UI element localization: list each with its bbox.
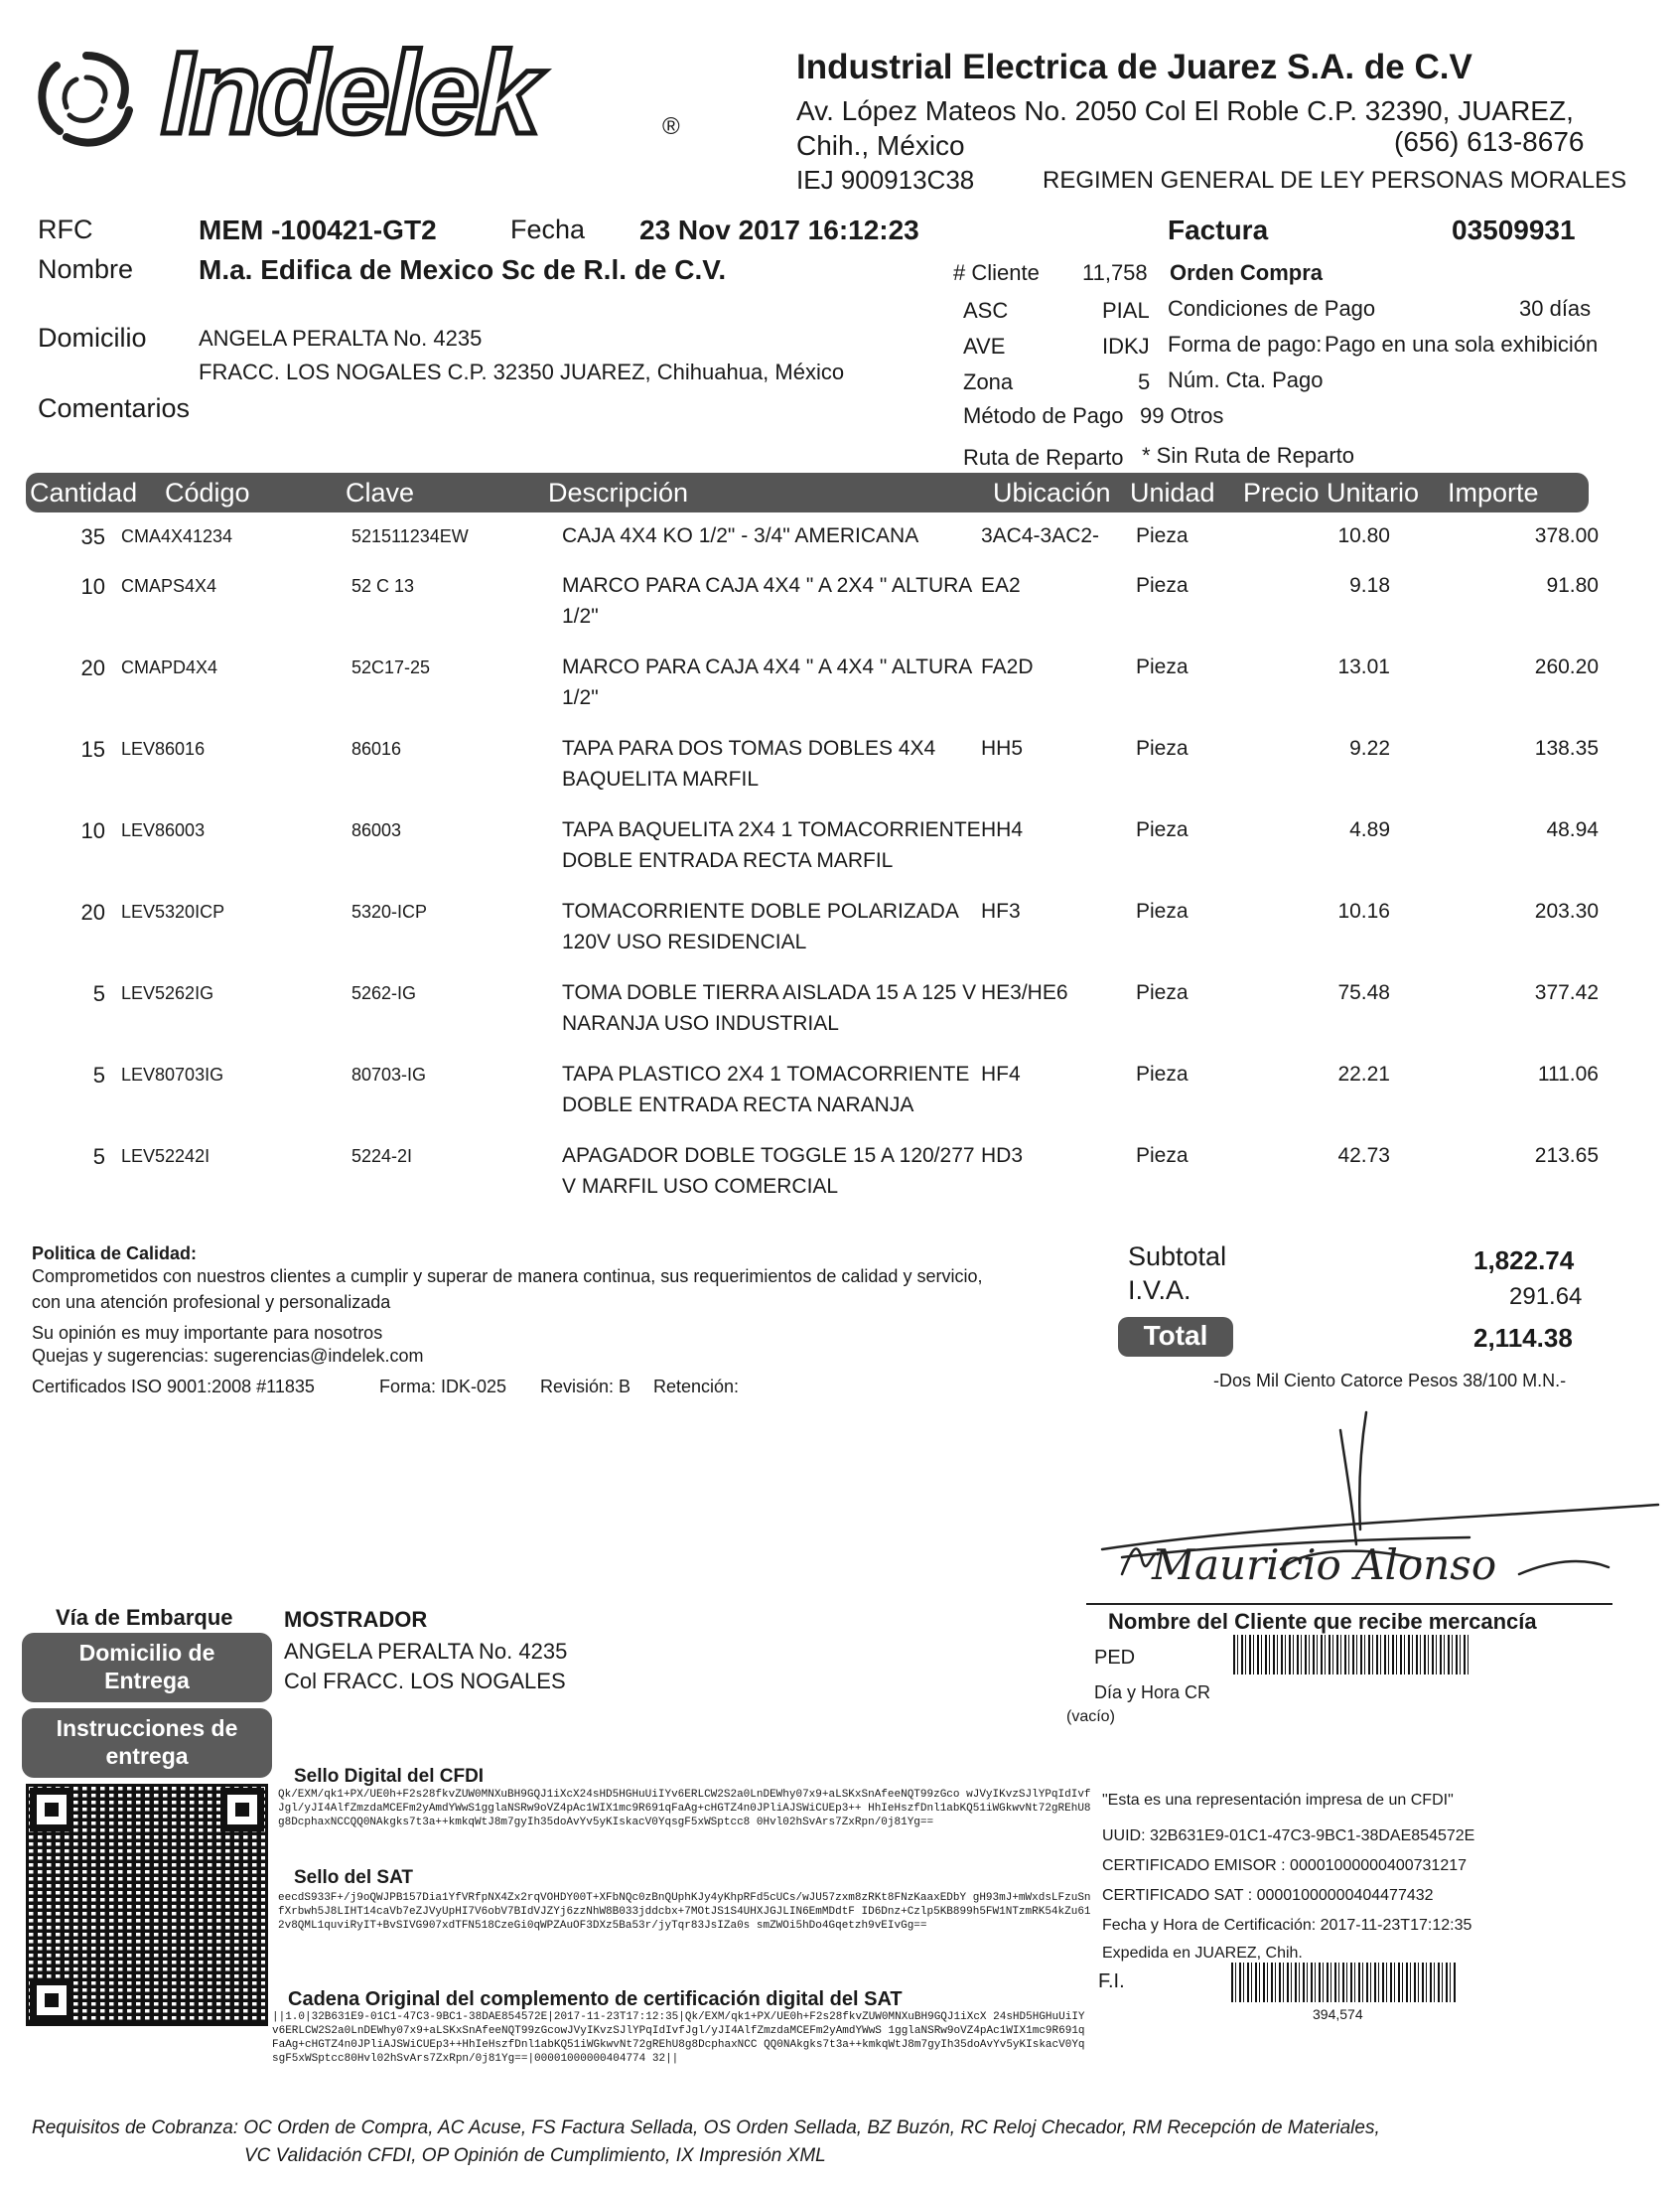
cell-desc2: 1/2" <box>562 686 599 709</box>
cell-desc1: MARCO PARA CAJA 4X4 " A 2X4 " ALTURA <box>562 574 973 597</box>
company-address-2: Chih., México <box>796 130 965 161</box>
cell-amount: 48.94 <box>1546 818 1599 841</box>
subtotal-label: Subtotal <box>1128 1241 1227 1271</box>
cell-price: 10.16 <box>1337 900 1390 923</box>
cell-desc1: TAPA PLASTICO 2X4 1 TOMACORRIENTE <box>562 1063 970 1086</box>
company-logo <box>22 22 697 181</box>
cell-desc2: NARANJA USO INDUSTRIAL <box>562 1012 839 1035</box>
cell-clave: 80703-IG <box>351 1065 427 1085</box>
fi-number: 394,574 <box>1313 2006 1363 2022</box>
footer-line-1: Requisitos de Cobranza: OC Orden de Compra, AC Acuse, FS Factura Sellada, OS Orden Sellada, BZ Buzón, RC Reloj Checador, RM Recepción de Materiales, <box>32 2117 1380 2138</box>
cta-pago-label: Núm. Cta. Pago <box>1168 367 1324 392</box>
cell-price: 9.22 <box>1349 737 1390 760</box>
cell-clave: 52 C 13 <box>351 576 415 596</box>
cell-amount: 138.35 <box>1534 737 1599 760</box>
col-precio-unitario: Precio Unitario <box>1243 478 1420 508</box>
signature-line <box>1086 1603 1612 1605</box>
qr-finder-tr <box>220 1788 264 1831</box>
cell-code: LEV52242I <box>121 1146 210 1166</box>
company-phone: (656) 613-8676 <box>1394 126 1585 157</box>
cell-desc2: 120V USO RESIDENCIAL <box>562 931 807 953</box>
col-clave: Clave <box>346 478 415 508</box>
cell-price: 22.21 <box>1337 1063 1390 1086</box>
domicilio-line-2: FRACC. LOS NOGALES C.P. 32350 JUAREZ, Chihuahua, México <box>199 360 845 384</box>
rfc-value: MEM -100421-GT2 <box>199 215 437 245</box>
ped-barcode <box>1233 1635 1470 1675</box>
retencion: Retención: <box>653 1377 740 1396</box>
cell-ubic: EA2 <box>981 574 1021 597</box>
iva-label: I.V.A. <box>1128 1275 1191 1305</box>
cell-desc2: DOBLE ENTRADA RECTA NARANJA <box>562 1093 914 1116</box>
signature-name: Mauricio Alonso <box>1152 1540 1497 1589</box>
cell-amount: 377.42 <box>1534 981 1599 1004</box>
asc-label: ASC <box>963 298 1009 323</box>
ave-label: AVE <box>963 334 1006 359</box>
cell-amount: 91.80 <box>1546 574 1599 597</box>
cell-unit: Pieza <box>1136 656 1189 678</box>
cell-qty: 20 <box>80 900 105 925</box>
factura-number: 03509931 <box>1452 215 1576 245</box>
qr-finder-tl <box>30 1788 73 1831</box>
company-address-1: Av. López Mateos No. 2050 Col El Roble C.P. 32390, JUAREZ, <box>796 95 1574 126</box>
cell-price: 13.01 <box>1337 656 1390 678</box>
cell-unit: Pieza <box>1136 1063 1189 1086</box>
orden-compra-label: Orden Compra <box>1170 260 1324 285</box>
cell-unit: Pieza <box>1136 818 1189 841</box>
factura-label: Factura <box>1168 215 1269 245</box>
qr-finder-bl <box>30 1978 73 2022</box>
col-cantidad: Cantidad <box>30 478 138 508</box>
cell-desc1: TOMA DOBLE TIERRA AISLADA 15 A 125 V <box>562 981 977 1004</box>
col-unidad: Unidad <box>1130 478 1215 508</box>
cell-code: LEV5320ICP <box>121 902 225 922</box>
forma-pago-label: Forma de pago: <box>1168 332 1323 357</box>
subtotal-value: 1,822.74 <box>1473 1245 1575 1275</box>
cell-amount: 203.30 <box>1534 900 1599 923</box>
ave-value: IDKJ <box>1102 334 1150 359</box>
ruta-value: * Sin Ruta de Reparto <box>1142 443 1355 468</box>
cell-ubic: 3AC4-3AC2- <box>981 524 1100 547</box>
policy-title: Politica de Calidad: <box>32 1243 198 1263</box>
policy-line-3: Su opinión es muy importante para nosotros <box>32 1323 383 1343</box>
cell-amount: 378.00 <box>1534 524 1599 547</box>
cell-qty: 15 <box>80 737 105 762</box>
cell-unit: Pieza <box>1136 1144 1189 1167</box>
domicilio-line-1: ANGELA PERALTA No. 4235 <box>199 326 483 351</box>
metodo-pago-label: Método de Pago <box>963 403 1124 428</box>
instrucciones-entrega-button[interactable]: Instrucciones de entrega <box>22 1708 272 1778</box>
cell-ubic: FA2D <box>981 656 1034 678</box>
cliente-label: # Cliente <box>953 260 1040 285</box>
cell-ubic: HD3 <box>981 1144 1024 1167</box>
via-embarque-value: MOSTRADOR <box>284 1607 428 1632</box>
policy-line-2: con una atención profesional y personalizada <box>32 1292 391 1312</box>
metodo-pago-value: 99 Otros <box>1140 403 1224 428</box>
cell-unit: Pieza <box>1136 524 1189 547</box>
cell-code: LEV5262IG <box>121 983 214 1003</box>
iva-value: 291.64 <box>1509 1283 1583 1310</box>
fecha-label: Fecha <box>510 215 586 244</box>
shipping-address-2: Col FRACC. LOS NOGALES <box>284 1669 566 1693</box>
cell-qty: 10 <box>80 818 105 843</box>
policy-line-4: Quejas y sugerencias: sugerencias@indelek.com <box>32 1346 424 1366</box>
registered-mark: ® <box>662 113 680 140</box>
cell-clave: 86003 <box>351 820 402 840</box>
sello-sat-title: Sello del SAT <box>294 1867 414 1888</box>
fecha-certificacion: Fecha y Hora de Certificación: 2017-11-23T17:12:35 <box>1102 1917 1472 1934</box>
sello-sat-value: eecdS933F+/j9oQWJPB157Dia1YfVRfpNX4Zx2rqVOHDY00T+XFbNQc0zBnQUphKJy4yKhpRFd5cUCs/wJU57zxm8zRKt8FNzKaaxEDbY gH93mJ+mWxdsLFzuSnfXrbwh5J8LIHT14caVb7eZJVyUpHI7V6obV7BIdVJZYj6zzNhW8B033jddcbx+7MOtJS1S4UHXJGJLIN6EmMDdtF ID6Dnz+Czlp5KB899h5FW1NTzmRK54kZu612v8QML1quviRyIT+BvSIVG907xdTFN518CzeGi0qWPZAuOF3DXz5Ba53r/jyTqr83JsIZa0s smZWOi5hDo4Gqetzh9vEIvGg== <box>278 1892 1091 1932</box>
cell-amount: 260.20 <box>1534 656 1599 678</box>
cadena-title: Cadena Original del complemento de certificación digital del SAT <box>288 1988 903 2010</box>
cell-ubic: HH5 <box>981 737 1024 760</box>
condiciones-value: 30 días <box>1519 296 1592 321</box>
cell-clave: 5262-IG <box>351 983 417 1003</box>
cell-desc2: V MARFIL USO COMERCIAL <box>562 1175 839 1198</box>
cell-qty: 35 <box>80 524 105 549</box>
cell-ubic: HH4 <box>981 818 1024 841</box>
cell-code: CMAPS4X4 <box>121 576 217 596</box>
nombre-label: Nombre <box>38 254 134 284</box>
cert-sat: CERTIFICADO SAT : 00001000000404477432 <box>1102 1887 1434 1904</box>
cfdi-uuid: UUID: 32B631E9-01C1-47C3-9BC1-38DAE854572E <box>1102 1827 1475 1844</box>
ped-label: PED <box>1094 1647 1136 1669</box>
cell-code: CMA4X41234 <box>121 526 233 546</box>
total-value: 2,114.38 <box>1473 1323 1573 1353</box>
cell-clave: 86016 <box>351 739 402 759</box>
sello-cfdi-value: Qk/EXM/qk1+PX/UE0h+F2s28fkvZUW0MNXuBH9GQJ1iXcX24sHD5HGHuUiIYv6ERLCW2S2a0LnDEWhy07x9+aLSKxSnAfeeNQT99zGco wJVyIKvzSJlYPqIdIvfJgl/yJI4AlfZmzdaMCEFm2yAmdYWwS1gglaNSRw9oVZ4pAc1WIX1mc9R691qFaAg+cHGTZ4n0JPliAJSWiCUEp3++ HhIeHszfDnl1abKQ51iWGkwvNt72gREhU8g8DcphaxNCCQQ0NAkgks7t3a++kmkqWtJ8m7gyIh35doAvYv5yKIskacV0YqsgF5xWSptcc8 0Hvl02hSvArs7ZxRpn/0j81Yg== <box>278 1789 1091 1828</box>
vacio-label: (vacío) <box>1066 1708 1115 1725</box>
col-ubicacion: Ubicación <box>993 478 1111 508</box>
receiver-label: Nombre del Cliente que recibe mercancía <box>1108 1609 1537 1634</box>
col-descripcion: Descripción <box>548 478 689 508</box>
cell-unit: Pieza <box>1136 900 1189 923</box>
table-header <box>26 473 1589 512</box>
cell-ubic: HE3/HE6 <box>981 981 1068 1004</box>
comentarios-label: Comentarios <box>38 393 191 423</box>
via-embarque-label: Vía de Embarque <box>56 1605 233 1630</box>
cell-desc1: TAPA BAQUELITA 2X4 1 TOMACORRIENTE <box>562 818 981 841</box>
cell-qty: 5 <box>92 1144 105 1169</box>
col-importe: Importe <box>1448 478 1539 508</box>
cell-price: 10.80 <box>1337 524 1390 547</box>
cell-amount: 213.65 <box>1534 1144 1599 1167</box>
cell-desc1: CAJA 4X4 KO 1/2" - 3/4" AMERICANA <box>562 524 919 547</box>
cell-price: 9.18 <box>1349 574 1390 597</box>
cert-emisor: CERTIFICADO EMISOR : 00001000000400731217 <box>1102 1857 1468 1874</box>
cell-price: 42.73 <box>1337 1144 1390 1167</box>
cell-desc2: DOBLE ENTRADA RECTA MARFIL <box>562 849 894 872</box>
cell-qty: 20 <box>80 656 105 680</box>
cell-desc1: TAPA PARA DOS TOMAS DOBLES 4X4 <box>562 737 936 760</box>
domicilio-label: Domicilio <box>38 323 147 353</box>
cell-clave: 521511234EW <box>351 526 469 546</box>
cell-ubic: HF4 <box>981 1063 1021 1086</box>
company-name: Industrial Electrica de Juarez S.A. de C.V <box>796 48 1472 86</box>
cell-code: CMAPD4X4 <box>121 657 218 677</box>
cfdi-representation: "Esta es una representación impresa de un CFDI" <box>1102 1792 1454 1809</box>
cell-unit: Pieza <box>1136 574 1189 597</box>
cell-desc2: BAQUELITA MARFIL <box>562 768 759 791</box>
swirl-logo-icon <box>22 36 151 165</box>
cell-clave: 5224-2I <box>351 1146 413 1166</box>
rfc-label: RFC <box>38 215 93 244</box>
zona-label: Zona <box>963 369 1014 394</box>
shipping-address-1: ANGELA PERALTA No. 4235 <box>284 1639 568 1664</box>
nombre-value: M.a. Edifica de Mexico Sc de R.l. de C.V. <box>199 254 727 285</box>
fecha-value: 23 Nov 2017 16:12:23 <box>639 215 919 245</box>
cell-clave: 52C17-25 <box>351 657 431 677</box>
amount-in-words: -Dos Mil Ciento Catorce Pesos 38/100 M.N.- <box>1213 1371 1567 1390</box>
cell-price: 4.89 <box>1349 818 1390 841</box>
cell-code: LEV86016 <box>121 739 206 759</box>
cell-amount: 111.06 <box>1537 1063 1599 1086</box>
ruta-label: Ruta de Reparto <box>963 445 1124 470</box>
forma-pago-value: Pago en una sola exhibición <box>1325 332 1599 357</box>
cell-qty: 5 <box>92 1063 105 1088</box>
expedida-en: Expedida en JUAREZ, Chih. <box>1102 1945 1303 1962</box>
condiciones-label: Condiciones de Pago <box>1168 296 1376 321</box>
asc-value: PIAL <box>1102 298 1150 323</box>
iso-certificate: Certificados ISO 9001:2008 #11835 <box>32 1377 315 1396</box>
total-label: Total <box>1118 1317 1233 1357</box>
cell-qty: 5 <box>92 981 105 1006</box>
cell-code: LEV86003 <box>121 820 206 840</box>
policy-line-1: Comprometidos con nuestros clientes a cumplir y superar de manera continua, sus requerimientos de calidad y servicio, <box>32 1266 983 1286</box>
cell-unit: Pieza <box>1136 737 1189 760</box>
company-regime: REGIMEN GENERAL DE LEY PERSONAS MORALES <box>1043 167 1627 194</box>
cell-price: 75.48 <box>1337 981 1390 1004</box>
customer-signature <box>1092 1410 1668 1599</box>
cell-desc1: MARCO PARA CAJA 4X4 " A 4X4 " ALTURA <box>562 656 973 678</box>
col-codigo: Código <box>165 478 250 508</box>
company-rfc: IEJ 900913C38 <box>796 165 975 195</box>
cell-code: LEV80703IG <box>121 1065 224 1085</box>
cell-desc1: TOMACORRIENTE DOBLE POLARIZADA <box>562 900 959 923</box>
domicilio-entrega-button[interactable]: Domicilio de Entrega <box>22 1633 272 1702</box>
form-code: Forma: IDK-025 <box>379 1377 507 1396</box>
cell-clave: 5320-ICP <box>351 902 428 922</box>
logo-wordmark: Indelek <box>161 28 537 159</box>
footer-line-2: VC Validación CFDI, OP Opinión de Cumplimiento, IX Impresión XML <box>244 2145 826 2166</box>
cell-desc2: 1/2" <box>562 605 599 628</box>
revision: Revisión: B <box>540 1377 631 1396</box>
cell-ubic: HF3 <box>981 900 1021 923</box>
zona-value: 5 <box>1138 369 1151 394</box>
cadena-value: ||1.0|32B631E9-01C1-47C3-9BC1-38DAE854572E|2017-11-23T17:12:35|Qk/EXM/qk1+PX/UE0h+F2s28fkvZUW0MNXuBH9GQJ1iXcX 24sHD5HGHuUiIYv6ERLCW2S2a0LnDEWhy07x9+aLSKxSnAfeeNQT99zGcowJVyIKvzSJlYPqIdIvfJgl/yJI4AlfZmzdaMCEFm2yAmdYWwS 1gglaNSRw9oVZ4pAc1WIX1mc9R691qFaAg+cHGTZ4n0JPliAJSWiCUEp3++HhIeHszfDnl1abKQ51iWGkwvNt72gREhU8g8DcphaxNCC QQ0NAkgks7t3a++kmkqWtJ8m7gyIh35doAvYv5yKIskacV0YqsgF5xWSptcc80Hvl02hSvArs7ZxRpn/0j81Yg==|00001000000404774 32|| <box>272 2011 1085 2065</box>
fi-barcode <box>1231 1963 1458 2002</box>
sello-cfdi-title: Sello Digital del CFDI <box>294 1766 485 1787</box>
cliente-value: 11,758 <box>1082 260 1148 285</box>
cell-qty: 10 <box>80 574 105 599</box>
cell-unit: Pieza <box>1136 981 1189 1004</box>
fi-label: F.I. <box>1098 1970 1125 1992</box>
cell-desc1: APAGADOR DOBLE TOGGLE 15 A 120/277 <box>562 1144 975 1167</box>
dia-hora-label: Día y Hora CR <box>1094 1682 1211 1702</box>
